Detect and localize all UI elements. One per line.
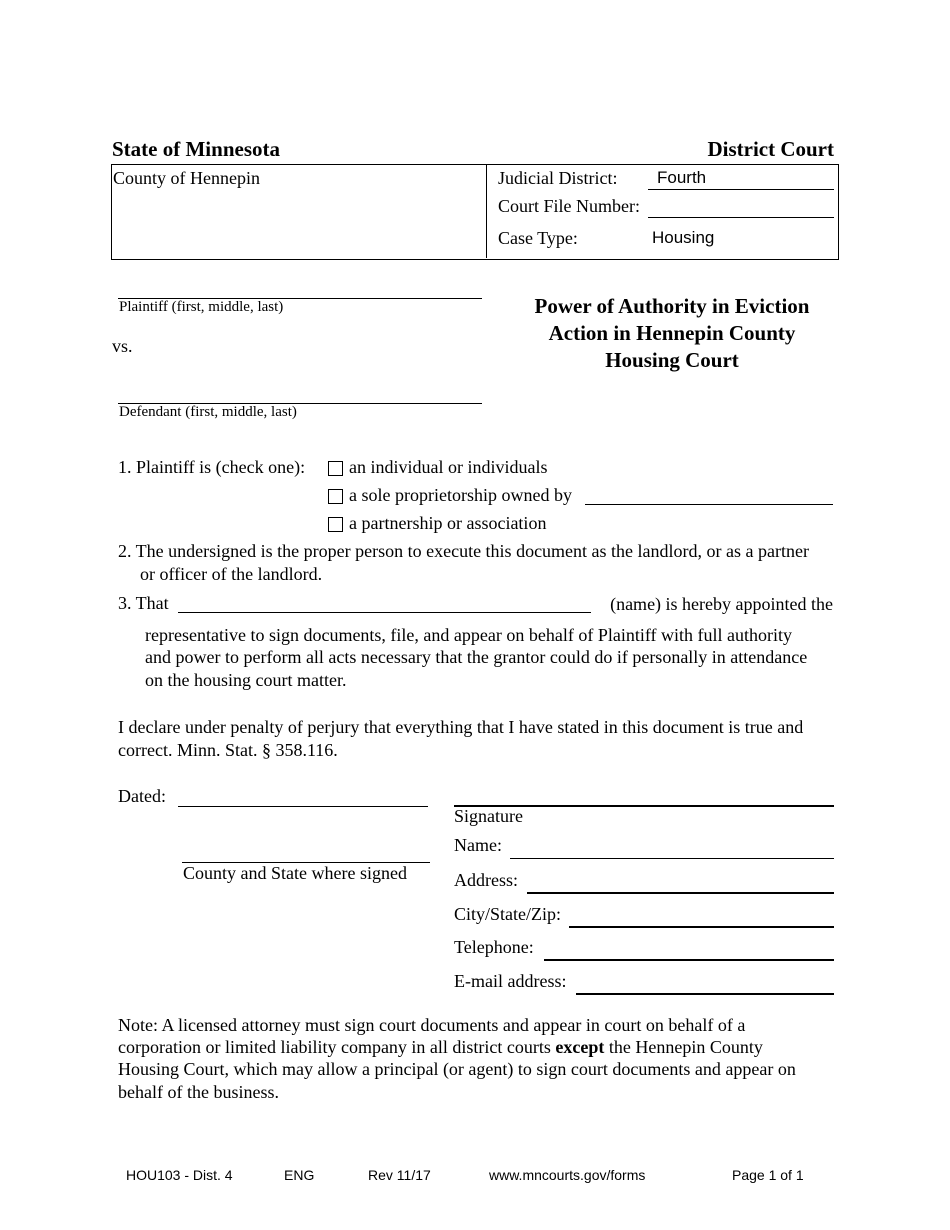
option-sole-proprietorship-label: a sole proprietorship owned by xyxy=(349,485,572,505)
note-line2-end: the Hennepin County xyxy=(604,1037,763,1057)
case-type-field[interactable]: Housing xyxy=(652,228,715,247)
footer-url[interactable]: www.mncourts.gov/forms xyxy=(489,1167,646,1183)
item3-suffix: (name) is hereby appointed the xyxy=(610,594,833,614)
footer-language: ENG xyxy=(284,1167,315,1183)
item3-line2: representative to sign documents, file, and appear on behalf of Plaintiff with full authority xyxy=(145,625,792,645)
note-line1: Note: A licensed attorney must sign court documents and appear in court on behalf of a xyxy=(118,1015,746,1035)
sole-proprietor-owner-line[interactable] xyxy=(585,504,833,505)
court-heading: District Court xyxy=(707,137,834,161)
court-file-number-underline xyxy=(648,217,834,218)
email-line[interactable] xyxy=(576,993,834,995)
state-heading: State of Minnesota xyxy=(112,137,280,161)
item3-prefix: 3. That xyxy=(118,593,169,613)
name-label: Name: xyxy=(454,835,502,855)
city-state-zip-line[interactable] xyxy=(569,926,834,928)
checkbox-individual[interactable] xyxy=(328,461,343,476)
footer-form-id: HOU103 - Dist. 4 xyxy=(126,1167,233,1183)
item1-prefix: 1. Plaintiff is (check one): xyxy=(118,457,306,477)
footer-page-number: Page 1 of 1 xyxy=(732,1167,804,1183)
court-file-number-field[interactable] xyxy=(652,196,832,216)
judicial-district-label: Judicial District: xyxy=(498,168,618,188)
footer-revision: Rev 11/17 xyxy=(368,1167,431,1183)
item3-line4: on the housing court matter. xyxy=(145,670,347,690)
checkbox-sole-proprietorship[interactable] xyxy=(328,489,343,504)
option-partnership-label: a partnership or association xyxy=(349,513,547,533)
county-state-label: County and State where signed xyxy=(183,863,407,883)
declaration-line1: I declare under penalty of perjury that everything that I have stated in this document is true and xyxy=(118,717,804,737)
appointee-name-line[interactable] xyxy=(178,612,591,613)
signature-label: Signature xyxy=(454,806,523,826)
court-file-number-label: Court File Number: xyxy=(498,196,640,216)
plaintiff-label: Plaintiff (first, middle, last) xyxy=(119,299,284,315)
email-label: E-mail address: xyxy=(454,971,567,991)
item2-line2: or officer of the landlord. xyxy=(140,564,323,584)
declaration-line2: correct. Minn. Stat. § 358.116. xyxy=(118,740,338,760)
item3-line3: and power to perform all acts necessary that the grantor could do if personally in attendance xyxy=(145,647,808,667)
note-line4: behalf of the business. xyxy=(118,1082,279,1102)
judicial-district-field[interactable]: Fourth xyxy=(657,168,707,187)
note-line2 xyxy=(118,1037,763,1058)
name-line[interactable] xyxy=(510,858,834,859)
city-state-zip-label: City/State/Zip: xyxy=(454,904,561,924)
option-individual-label: an individual or individuals xyxy=(349,457,548,477)
case-type-label: Case Type: xyxy=(498,228,578,248)
document-title xyxy=(512,293,832,374)
document-title-line1: Power of Authority in Eviction xyxy=(534,294,810,318)
caption-divider xyxy=(486,165,487,258)
telephone-label: Telephone: xyxy=(454,937,534,957)
address-label: Address: xyxy=(454,870,518,890)
note-line3: Housing Court, which may allow a principal (or agent) to sign court documents and appear on xyxy=(118,1059,796,1079)
note-line2-start: corporation or limited liability company in all district courts xyxy=(118,1037,556,1057)
note-except-emphasis: except xyxy=(555,1037,605,1057)
address-line[interactable] xyxy=(527,892,834,894)
judicial-district-underline xyxy=(648,189,834,190)
dated-line[interactable] xyxy=(178,806,428,807)
county-label: County of Hennepin xyxy=(113,168,260,188)
telephone-line[interactable] xyxy=(544,959,834,961)
item2-line1: 2. The undersigned is the proper person to execute this document as the landlord, or as a partner xyxy=(118,541,809,561)
dated-label: Dated: xyxy=(118,786,166,806)
checkbox-partnership[interactable] xyxy=(328,517,343,532)
defendant-label: Defendant (first, middle, last) xyxy=(119,404,297,420)
document-title-line2: Action in Hennepin County xyxy=(548,321,796,345)
versus-text: vs. xyxy=(112,336,133,356)
document-title-line3: Housing Court xyxy=(605,348,739,372)
